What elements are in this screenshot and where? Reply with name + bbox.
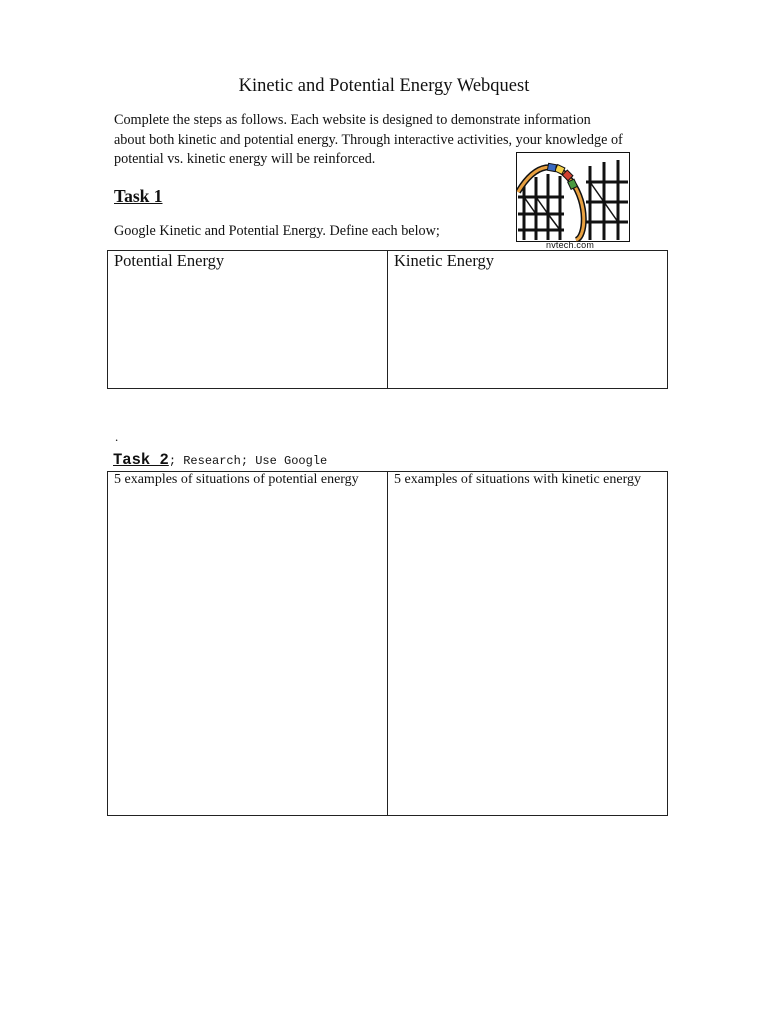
page-title: Kinetic and Potential Energy Webquest bbox=[238, 76, 530, 96]
task2-heading: Task 2 bbox=[113, 451, 169, 469]
potential-energy-cell[interactable]: Potential Energy bbox=[108, 251, 388, 389]
intro-line-2: about both kinetic and potential energy. Through interactive activities, your knowledge of bbox=[114, 131, 623, 148]
kinetic-energy-cell[interactable]: Kinetic Energy bbox=[388, 251, 668, 389]
task2-table bbox=[107, 471, 668, 816]
separator-dot: . bbox=[115, 429, 119, 444]
task1-instruction: Google Kinetic and Potential Energy. Define each below; bbox=[114, 223, 440, 239]
task1-heading: Task 1 bbox=[114, 186, 163, 206]
roller-coaster-icon bbox=[516, 152, 630, 242]
intro-line-3: potential vs. kinetic energy will be reinforced. bbox=[114, 151, 376, 167]
table-row bbox=[108, 251, 668, 389]
task2-heading-line bbox=[113, 451, 327, 469]
table-row bbox=[108, 472, 668, 816]
task1-table bbox=[107, 250, 668, 389]
potential-examples-cell[interactable]: 5 examples of situations of potential energy bbox=[108, 472, 388, 816]
clipart-caption: nvtech.com bbox=[546, 240, 595, 250]
roller-coaster-clipart bbox=[516, 152, 630, 252]
intro-line-1: Complete the steps as follows. Each website is designed to demonstrate information bbox=[114, 112, 591, 128]
task2-subtitle: ; Research; Use Google bbox=[168, 454, 328, 468]
kinetic-examples-cell[interactable]: 5 examples of situations with kinetic energy bbox=[388, 472, 668, 816]
